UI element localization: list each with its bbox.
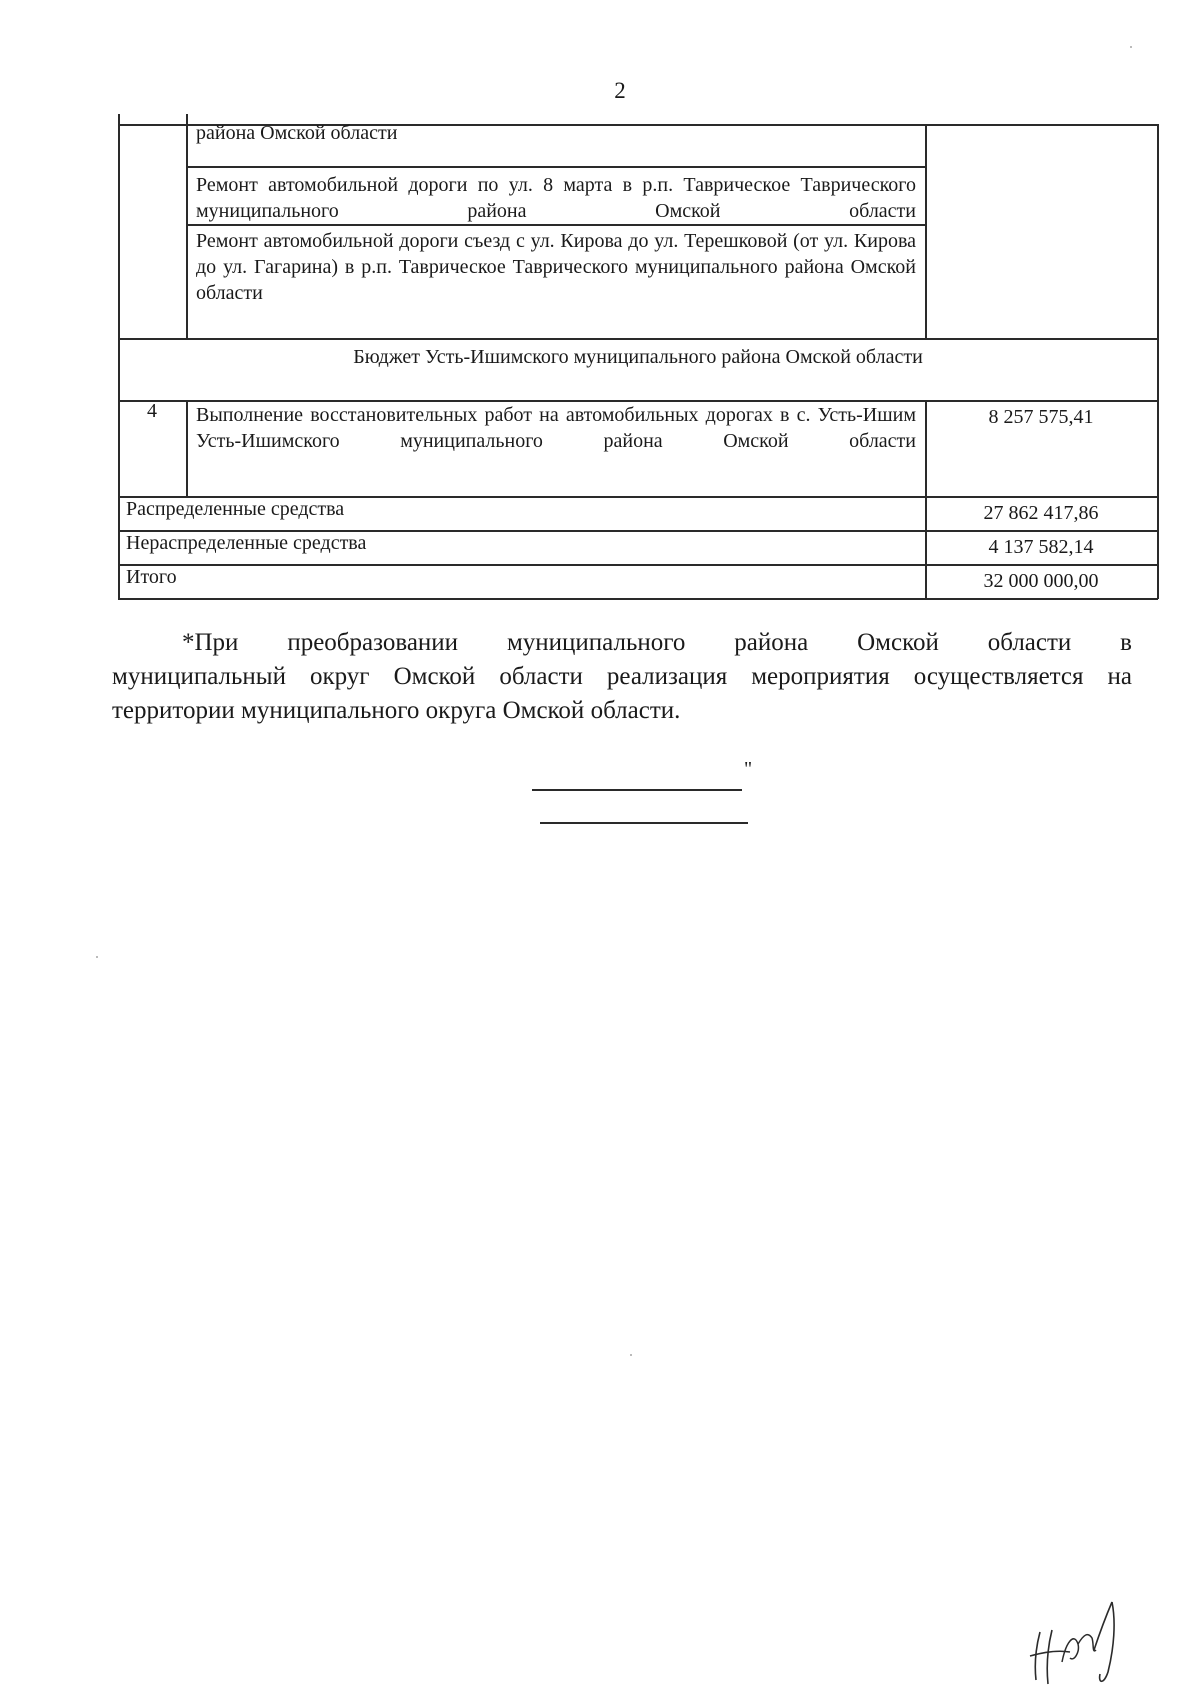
distributed-funds-value: 27 862 417,86: [983, 502, 1099, 524]
table-row-kirova-road-text: Ремонт автомобильной дороги съезд с ул. Кирова до ул. Терешковой (от ул. Кирова до ул. Гагарина) в р.п. Таврическое Таврического муниципального района Омской области: [196, 230, 916, 304]
total-label: Итого: [126, 566, 177, 588]
scan-speck: [1130, 46, 1132, 48]
item-4-amount: 8 257 575,41: [988, 406, 1094, 428]
separator-line: [540, 822, 748, 824]
budget-section-header: Бюджет Усть-Ишимского муниципального района Омской области: [353, 346, 923, 368]
page-number: 2: [614, 78, 626, 103]
table-row-march8-road-text: Ремонт автомобильной дороги по ул. 8 марта в р.п. Таврическое Таврического муниципального района Омской области: [196, 174, 916, 222]
distributed-funds-label: Распределенные средства: [126, 498, 345, 520]
footnote-paragraph: [112, 626, 1132, 728]
undistributed-funds-value: 4 137 582,14: [988, 536, 1094, 558]
scan-speck: [96, 956, 98, 958]
table-row-continuation-text: района Омской области: [196, 122, 398, 144]
footnote-line: *При преобразовании муниципального района Омской области в: [182, 629, 1132, 656]
table-line: [186, 400, 188, 496]
item-4-number: 4: [147, 400, 157, 422]
scan-speck: [630, 1354, 632, 1356]
table-line: [118, 338, 1158, 340]
table-line: [186, 224, 925, 226]
total-value: 32 000 000,00: [983, 570, 1099, 592]
separator-line: [532, 789, 742, 791]
signature-drawing: [1022, 1592, 1132, 1688]
undistributed-funds-label: Нераспределенные средства: [126, 532, 367, 554]
closing-quote-mark: ": [744, 758, 753, 780]
table-line: [925, 124, 927, 338]
handwritten-initials: [1022, 1592, 1132, 1693]
table-line: [186, 114, 188, 338]
footnote-line: муниципальный округ Омской области реализация мероприятия осуществляется на: [112, 663, 1132, 690]
table-line: [186, 166, 925, 168]
table-line: [118, 598, 1158, 600]
footnote-line: территории муниципального округа Омской области.: [112, 697, 681, 724]
item-4-description: Выполнение восстановительных работ на автомобильных дорогах в с. Усть-Ишим Усть-Ишимского муниципального района Омской области: [196, 404, 916, 452]
